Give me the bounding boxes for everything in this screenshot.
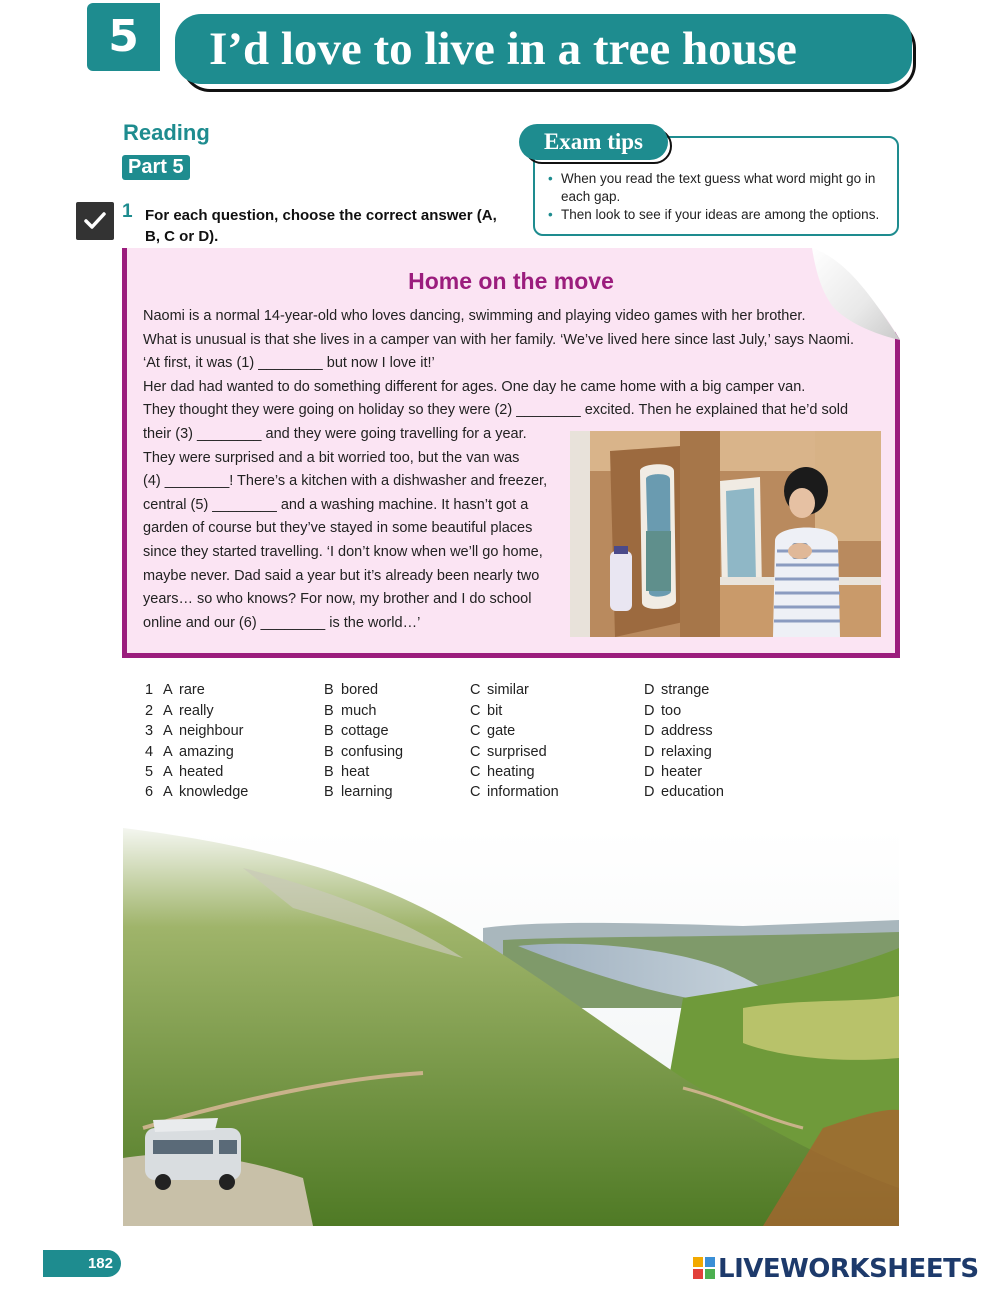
option-letter: B [324,744,334,760]
option-letter: A [163,723,173,739]
option-letter: D [644,744,655,760]
liveworksheets-brand[interactable]: LIVEWORKSHEETS [718,1254,979,1284]
option-number: 1 [145,682,154,698]
article-line: since they started travelling. ‘I don’t know when we’ll go home, [143,544,543,560]
option-row [145,682,765,702]
option-c[interactable]: surprised [487,744,547,760]
option-letter: D [644,703,655,719]
option-number: 6 [145,784,154,800]
option-row [145,764,765,784]
option-letter: D [644,682,655,698]
exam-tip: • When you read the text guess what word might go in each gap. [548,170,888,206]
option-a[interactable]: amazing [179,744,234,760]
part-badge: Part 5 [122,155,190,180]
landscape-photo [123,828,899,1226]
option-letter: B [324,723,334,739]
option-c[interactable]: bit [487,703,503,719]
option-letter: B [324,682,334,698]
option-letter: A [163,764,173,780]
option-b[interactable]: cottage [341,723,389,739]
option-a[interactable]: knowledge [179,784,249,800]
instruction-text: For each question, choose the correct answer (A, B, C or D). [145,207,497,245]
option-letter: C [470,723,481,739]
option-c[interactable]: information [487,784,559,800]
article-line: their (3) ________ and they were going travelling for a year. [143,426,527,442]
option-d[interactable]: relaxing [661,744,712,760]
article-line: (4) ________! There’s a kitchen with a dishwasher and freezer, [143,473,548,489]
option-letter: A [163,703,173,719]
option-a[interactable]: really [179,703,214,719]
option-letter: C [470,703,481,719]
option-b[interactable]: heat [341,764,370,780]
option-c[interactable]: similar [487,682,529,698]
option-letter: A [163,784,173,800]
option-row [145,703,765,723]
option-d[interactable]: too [661,703,682,719]
option-d[interactable]: address [661,723,713,739]
article-line: They were surprised and a bit worried too, but the van was [143,450,520,466]
page-title: I’d love to live in a tree house [175,14,912,84]
page-number: 182 [43,1250,121,1277]
option-letter: C [470,682,481,698]
question-number: 1 [122,201,133,222]
article-line: online and our (6) ________ is the world…’ [143,615,421,631]
option-a[interactable]: heated [179,764,224,780]
option-letter: C [470,744,481,760]
option-d[interactable]: education [661,784,724,800]
option-row [145,784,765,804]
option-number: 5 [145,764,154,780]
article-line: Her dad had wanted to do something different for ages. One day he came home with a big camper van. [143,379,806,395]
unit-number: 5 [87,3,160,71]
option-b[interactable]: confusing [341,744,404,760]
article-line: They thought they were going on holiday so they were (2) ________ excited. Then he explained that he’d sold [143,402,849,418]
check-answers-button[interactable] [76,202,114,240]
option-c[interactable]: gate [487,723,516,739]
option-b[interactable]: bored [341,682,379,698]
option-letter: C [470,764,481,780]
option-d[interactable]: strange [661,682,710,698]
option-number: 4 [145,744,154,760]
option-c[interactable]: heating [487,764,535,780]
option-letter: A [163,682,173,698]
camper-interior-photo [570,431,881,637]
option-a[interactable]: neighbour [179,723,244,739]
camper-van-illustration [145,1118,241,1190]
option-letter: B [324,703,334,719]
option-row [145,723,765,743]
exam-tips-title: Exam tips [519,124,668,160]
option-number: 2 [145,703,154,719]
article-line: years… so who knows? For now, my brother and I do school [143,591,532,607]
option-row [145,744,765,764]
article-line: Naomi is a normal 14-year-old who loves dancing, swimming and playing video games with her brother. [143,308,806,324]
option-b[interactable]: learning [341,784,393,800]
article-line: maybe never. Dad said a year but it’s already been nearly two [143,568,540,584]
option-d[interactable]: heater [661,764,703,780]
option-letter: C [470,784,481,800]
article-line: central (5) ________ and a washing machine. It hasn’t got a [143,497,529,513]
section-heading: Reading [123,120,210,145]
liveworksheets-logo-icon [693,1257,715,1279]
exam-tips-list [548,170,888,224]
checkmark-icon [76,202,114,240]
option-letter: A [163,744,173,760]
option-letter: D [644,784,655,800]
option-letter: B [324,784,334,800]
option-letter: D [644,764,655,780]
article-title: Home on the move [408,268,614,294]
option-b[interactable]: much [341,703,377,719]
article-line: garden of course but they’ve stayed in some beautiful places [143,520,533,536]
option-a[interactable]: rare [179,682,205,698]
exam-tip: • Then look to see if your ideas are among the options. [548,206,888,224]
option-number: 3 [145,723,154,739]
option-letter: D [644,723,655,739]
article-line: What is unusual is that she lives in a camper van with her family. ‘We’ve lived here since last July,’ says Naomi. [143,332,855,348]
article-line: ‘At first, it was (1) ________ but now I love it!’ [143,355,435,371]
option-letter: B [324,764,334,780]
